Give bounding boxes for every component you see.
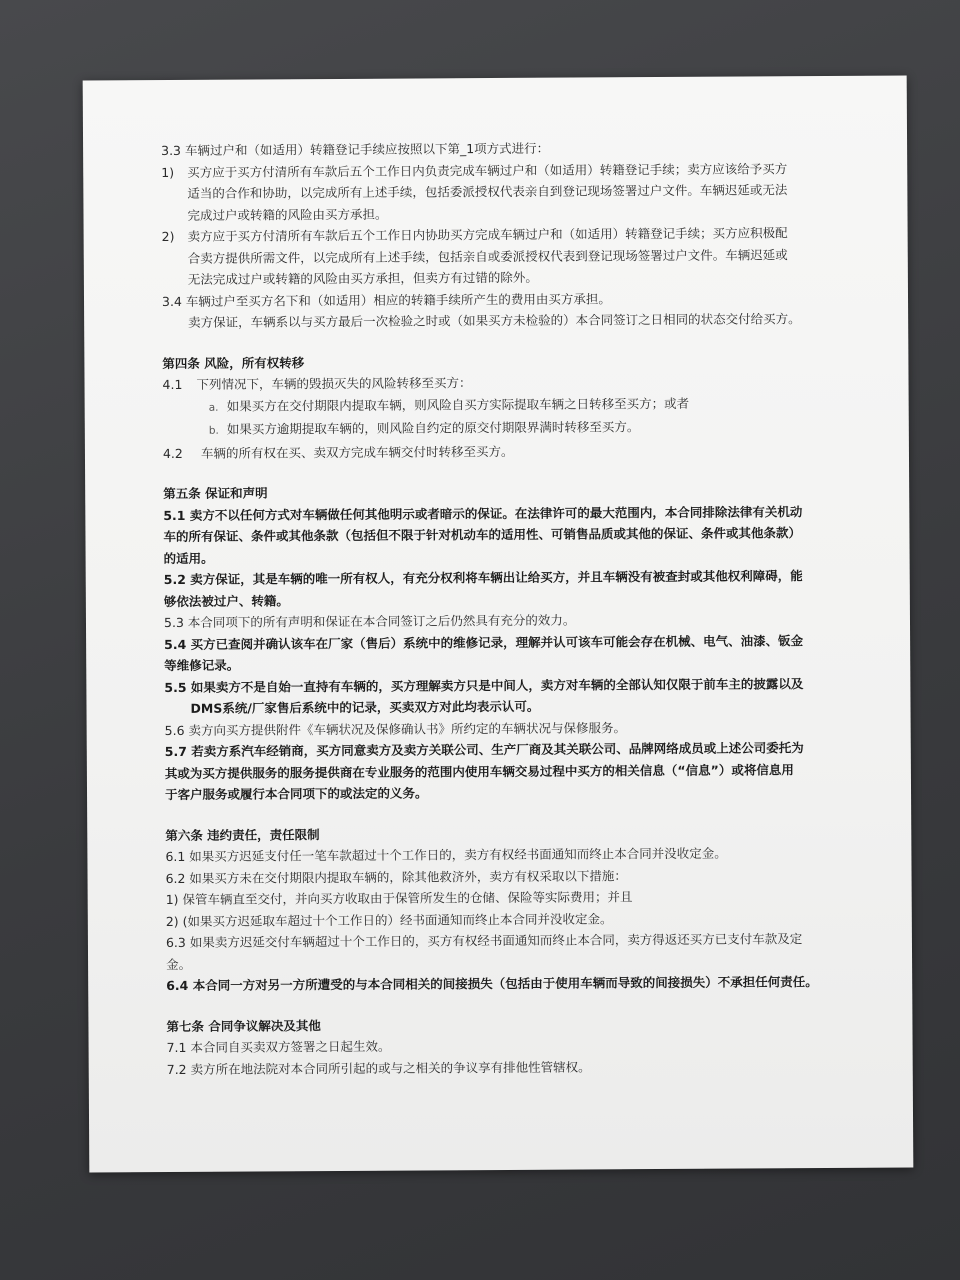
clause-3-3-item-2-text: 卖方应于买方付清所有车款后五个工作日内协助买方完成车辆过户和（如适用）转籍登记手续；买方应积极配 (187, 225, 788, 244)
clause-7-2: 7.2 卖方所在地法院对本合同所引起的或与之相关的争议享有排他性管辖权。 (166, 1058, 591, 1077)
clause-3-3-item-1-number: 1) (161, 164, 175, 180)
clause-5-7-line-2: 其或为买方提供服务的服务提供商在专业服务的范围内使用车辆交易过程中买方的相关信息（“信息”）或将信息用 (164, 761, 794, 781)
clause-3-3-title: 3.3 车辆过户和（如适用）转籍登记手续应按照以下第_1项方式进行： (161, 140, 550, 159)
clause-6-1: 6.1 如果买方迟延支付任一笔车款超过十个工作日的，卖方有权经书面通知而终止本合同并没收定金。 (165, 845, 727, 865)
clause-4-1-text: 下列情况下，车辆的毁损灭失的风险转移至买方： (196, 375, 472, 392)
clause-4-1-b-text: 如果买方逾期提取车辆的，则风险自约定的原交付期限界满时转移至买方。 (226, 419, 640, 437)
clause-4-2-text: 车辆的所有权在买、卖双方完成车辆交付时转移至买方。 (200, 443, 514, 461)
clause-3-3-item-2-line-2: 合卖方提供所需文件，以完成所有上述手续，包括亲自或委派授权代表到登记现场签署过户文件。车辆迟延或 (187, 246, 788, 266)
clause-4-1-a-text: 如果买方在交付期限内提取车辆，则风险自买方实际提取车辆之日转移至买方；或者 (226, 395, 690, 414)
clause-4-2-number: 4.2 (162, 445, 183, 461)
clause-3-3-item-2-line-3: 无法完成过户或转籍的风险由买方承担，但卖方有过错的除外。 (187, 269, 538, 287)
clause-5-5-line-2: DMS系统/厂家售后系统中的记录，买卖双方对此均表示认可。 (190, 698, 540, 716)
clause-6-2-measure-1: 1) 保管车辆直至交付，并向买方收取由于保管所发生的仓储、保险等实际费用；并且 (165, 889, 633, 908)
article-5-heading: 第五条 保证和声明 (163, 485, 268, 502)
clause-5-4-line-1: 5.4 买方已查阅并确认该车在厂家（售后）系统中的维修记录，理解并认可该车可能会存在机械、电气、油漆、钣金 (164, 632, 804, 652)
clause-5-7-line-1: 5.7 若卖方系汽车经销商，买方同意卖方及卖方关联公司、生产厂商及其关联公司、品牌网络成员或上述公司委托为 (164, 740, 804, 760)
contract-text-body (161, 136, 827, 1080)
clause-5-3: 5.3 本合同项下的所有声明和保证在本合同签订之后仍然具有充分的效力。 (163, 612, 576, 631)
clause-5-4-line-2: 等维修记录。 (164, 657, 240, 674)
clause-4-2 (163, 439, 823, 465)
clause-6-3-line-1: 6.3 如果卖方迟延交付车辆超过十个工作日的，买方有权经书面通知而终止本合同，卖方得返还买方已支付车款及定 (165, 931, 803, 951)
clause-3-3-item-1-text: 买方应于买方付清所有车款后五个工作日内负责完成车辆过户和（如适用）转籍登记手续；卖方应该给予买方 (187, 160, 788, 180)
clause-4-1-number: 4.1 (162, 376, 183, 393)
clause-3-4-line-2: 卖方保证，车辆系以与买方最后一次检验之时或（如果买方未检验的）本合同签订之日相同的状态交付给买方。 (188, 311, 801, 330)
clause-6-4: 6.4 本合同一方对另一方所遭受的与本合同相关的间接损失（包括由于使用车辆而导致的间接损失）不承担任何责任。 (166, 974, 818, 994)
clause-5-5-line-1: 5.5 如果卖方不是自始一直持有车辆的，买方理解卖方只是中间人，卖方对车辆的全部认知仅限于前车主的披露以及 (164, 675, 804, 695)
clause-7-1: 7.1 本合同自买卖双方签署之日起生效。 (166, 1038, 391, 1056)
article-7-heading: 第七条 合同争议解决及其他 (166, 1017, 321, 1034)
clause-3-3-item-2-number: 2) (161, 228, 175, 245)
clause-4-1-b-marker: b. (208, 424, 219, 437)
contract-page (83, 75, 914, 1172)
clause-3-4-line-1: 3.4 车辆过户至买方名下和（如适用）相应的转籍手续所产生的费用由买方承担。 (161, 290, 611, 309)
clause-5-6: 5.6 卖方向买方提供附件《车辆状况及保修确认书》所约定的车辆状况与保修服务。 (164, 719, 627, 738)
clause-5-7-line-3: 于客户服务或履行本合同项下的或法定的义务。 (164, 785, 428, 803)
clause-4-1-a-marker: a. (208, 401, 219, 414)
clause-3-3-item-1-line-3: 完成过户或转籍的风险由买方承担。 (187, 206, 388, 223)
clause-6-2: 6.2 如果买方未在交付期限内提取车辆的，除其他救济外，卖方有权采取以下措施： (165, 867, 627, 886)
clause-5-1-line-3: 的适用。 (163, 550, 214, 566)
article-4-heading: 第四条 风险，所有权转移 (162, 354, 305, 371)
clause-5-1-line-2: 车的所有保证、条件或其他条款（包括但不限于针对机动车的适用性、可销售品质或其他的保证、条件或其他条款） (163, 525, 802, 545)
clause-6-3-line-2: 金。 (166, 956, 192, 972)
clause-3-3-item-1-line-2: 适当的合作和协助，以完成所有上述手续，包括委派授权代表亲自到登记现场签署过户文件。车辆迟延或无法 (187, 182, 788, 201)
article-6-heading: 第六条 违约责任，责任限制 (165, 826, 320, 843)
clause-5-1-line-1: 5.1 卖方不以任何方式对车辆做任何其他明示或者暗示的保证。在法律许可的最大范围内，本合同排除法律有关机动 (163, 503, 803, 523)
clause-5-2-line-1: 5.2 卖方保证，其是车辆的唯一所有权人，有充分权利将车辆出让给买方，并且车辆没有被查封或其他权利障碍，能 (163, 568, 803, 588)
clause-6-2-measure-2: 2) (如果买方迟延取车超过十个工作日的）经书面通知而终止本合同并没收定金。 (165, 910, 613, 929)
clause-5-2-line-2: 够依法被过户、转籍。 (163, 592, 289, 609)
